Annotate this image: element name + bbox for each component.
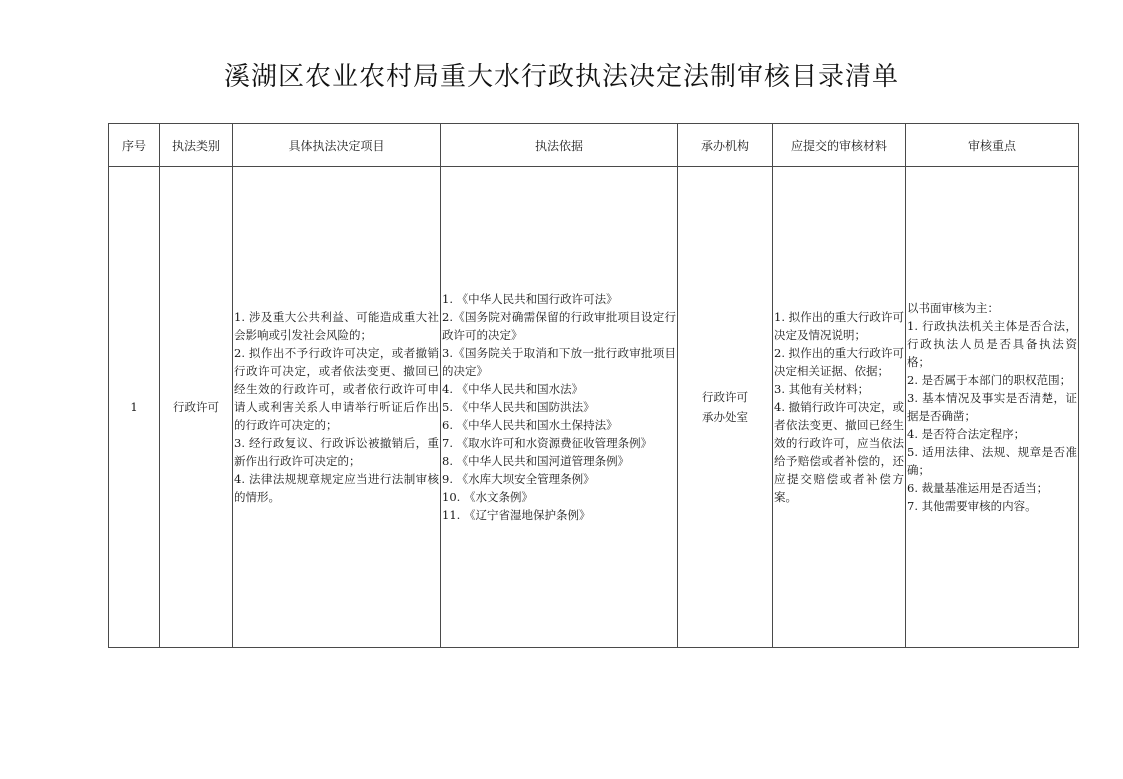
review-catalog-table bbox=[108, 123, 1079, 648]
item-entry: 2. 拟作出不予行政许可决定，或者撤销行政许可决定，或者依法变更、撤回已经生效的行政许可，或者依行政许可申请人或利害关系人申请举行听证后作出的行政许可决定的； bbox=[234, 346, 439, 432]
focus-entry: 1. 行政执法机关主体是否合法，行政执法人员是否具备执法资格； bbox=[907, 319, 1077, 369]
material-entry: 3. 其他有关材料； bbox=[774, 382, 870, 396]
document-title: 溪湖区农业农村局重大水行政执法决定法制审核目录清单 bbox=[223, 62, 899, 92]
basis-entry: 9. 《水库大坝安全管理条例》 bbox=[442, 472, 595, 486]
basis-entry: 3.《国务院关于取消和下放一批行政审批项目的决定》 bbox=[442, 346, 676, 378]
cell-focus bbox=[906, 167, 1079, 648]
focus-entry: 3. 基本情况及事实是否清楚，证据是否确凿； bbox=[907, 391, 1077, 423]
header-item: 具体执法决定项目 bbox=[233, 124, 441, 167]
basis-entry: 2.《国务院对确需保留的行政审批项目设定行政许可的决定》 bbox=[442, 310, 676, 342]
basis-entry: 8. 《中华人民共和国河道管理条例》 bbox=[442, 454, 630, 468]
material-entry: 4. 撤销行政许可决定，或者依法变更、撤回已经生效的行政许可，应当依法给予赔偿或者补偿的，还应提交赔偿或者补偿方案。 bbox=[774, 400, 904, 504]
item-entry: 3. 经行政复议、行政诉讼被撤销后，重新作出行政许可决定的； bbox=[234, 436, 439, 468]
cell-items bbox=[233, 167, 441, 648]
header-materials: 应提交的审核材料 bbox=[773, 124, 906, 167]
basis-entry: 5. 《中华人民共和国防洪法》 bbox=[442, 400, 595, 414]
table-row bbox=[109, 167, 1079, 648]
focus-entry: 2. 是否属于本部门的职权范围； bbox=[907, 373, 1072, 387]
header-category: 执法类别 bbox=[160, 124, 233, 167]
basis-entry: 1. 《中华人民共和国行政许可法》 bbox=[442, 292, 618, 306]
cell-basis bbox=[441, 167, 678, 648]
org-line: 承办处室 bbox=[702, 410, 748, 424]
cell-seq: 1 bbox=[109, 167, 160, 648]
item-entry: 4. 法律法规规章规定应当进行法制审核的情形。 bbox=[234, 472, 439, 504]
table-header-row bbox=[109, 124, 1079, 167]
basis-entry: 10. 《水文条例》 bbox=[442, 490, 533, 504]
focus-entry: 5. 适用法律、法规、规章是否准确； bbox=[907, 445, 1077, 477]
material-entry: 1. 拟作出的重大行政许可决定及情况说明； bbox=[774, 310, 904, 342]
cell-org bbox=[678, 167, 773, 648]
focus-entry: 7. 其他需要审核的内容。 bbox=[907, 499, 1037, 513]
header-basis: 执法依据 bbox=[441, 124, 678, 167]
cell-category: 行政许可 bbox=[160, 167, 233, 648]
header-seq: 序号 bbox=[109, 124, 160, 167]
focus-entry: 6. 裁量基准运用是否适当； bbox=[907, 481, 1049, 495]
header-org: 承办机构 bbox=[678, 124, 773, 167]
focus-entry: 4. 是否符合法定程序； bbox=[907, 427, 1026, 441]
basis-entry: 6. 《中华人民共和国水土保持法》 bbox=[442, 418, 618, 432]
material-entry: 2. 拟作出的重大行政许可决定相关证据、依据； bbox=[774, 346, 904, 378]
cell-materials bbox=[773, 167, 906, 648]
basis-entry: 7. 《取水许可和水资源费征收管理条例》 bbox=[442, 436, 653, 450]
org-line: 行政许可 bbox=[702, 390, 748, 404]
item-entry: 1. 涉及重大公共利益、可能造成重大社会影响或引发社会风险的； bbox=[234, 310, 439, 342]
basis-entry: 11. 《辽宁省湿地保护条例》 bbox=[442, 508, 591, 522]
focus-entry: 以书面审核为主： bbox=[907, 301, 999, 315]
header-focus: 审核重点 bbox=[906, 124, 1079, 167]
basis-entry: 4. 《中华人民共和国水法》 bbox=[442, 382, 584, 396]
